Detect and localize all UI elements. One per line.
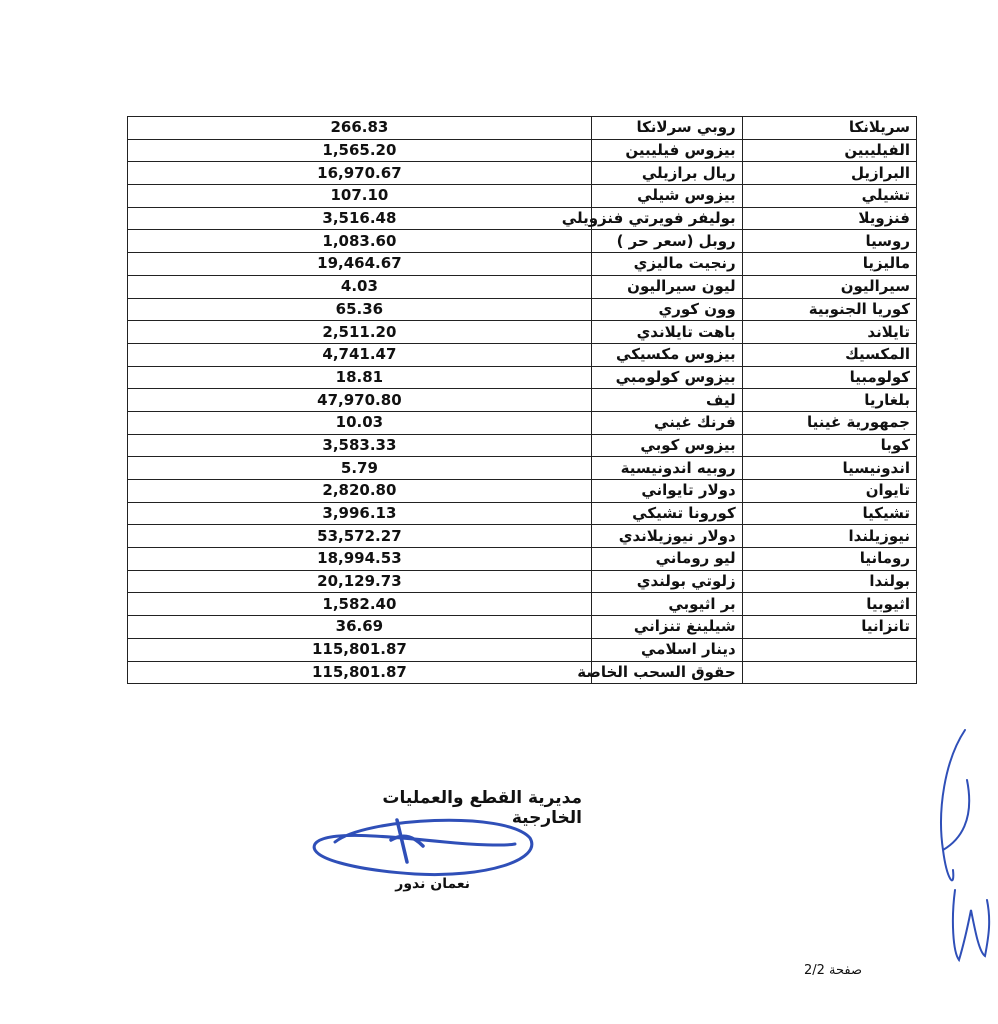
- country-cell: جمهورية غينيا: [742, 411, 916, 434]
- rate-cell: 107.10: [128, 185, 592, 208]
- country-cell: بلغاريا: [742, 389, 916, 412]
- table-row: [128, 525, 917, 548]
- rate-cell: 2,511.20: [128, 321, 592, 344]
- signer-name: نعمان ندور: [395, 876, 470, 892]
- table-row: [128, 389, 917, 412]
- table-row: [128, 253, 917, 276]
- currency-cell: ريال برازيلي: [591, 162, 742, 185]
- currency-cell: روبيه اندونيسية: [591, 457, 742, 480]
- country-cell: بولندا: [742, 570, 916, 593]
- table-row: [128, 343, 917, 366]
- currency-cell: وون كوري: [591, 298, 742, 321]
- table-row: [128, 661, 917, 684]
- currency-cell: بر اثيوبي: [591, 593, 742, 616]
- rate-cell: 10.03: [128, 411, 592, 434]
- table-row: [128, 117, 917, 140]
- table-row: [128, 298, 917, 321]
- country-cell: روسيا: [742, 230, 916, 253]
- rate-cell: 2,820.80: [128, 480, 592, 503]
- country-cell: البرازيل: [742, 162, 916, 185]
- country-cell: الفيليبين: [742, 139, 916, 162]
- rate-cell: 53,572.27: [128, 525, 592, 548]
- country-cell: كوريا الجنوبية: [742, 298, 916, 321]
- page-label: صفحة: [829, 963, 862, 978]
- rate-cell: 18.81: [128, 366, 592, 389]
- currency-cell: روبي سرلانكا: [591, 117, 742, 140]
- currency-cell: بيزوس كوبي: [591, 434, 742, 457]
- country-cell: اندونيسيا: [742, 457, 916, 480]
- table-row: [128, 207, 917, 230]
- country-cell: تشيلي: [742, 185, 916, 208]
- table-row: [128, 434, 917, 457]
- country-cell: [742, 638, 916, 661]
- rate-cell: 20,129.73: [128, 570, 592, 593]
- rate-cell: 3,583.33: [128, 434, 592, 457]
- table-row: [128, 321, 917, 344]
- currency-cell: ليف: [591, 389, 742, 412]
- currency-cell: باهت تايلاندي: [591, 321, 742, 344]
- country-cell: سيراليون: [742, 275, 916, 298]
- country-cell: نيوزيلندا: [742, 525, 916, 548]
- rate-cell: 1,083.60: [128, 230, 592, 253]
- currency-cell: شيلينغ تنزاني: [591, 616, 742, 639]
- exchange-rates-table: [127, 116, 917, 684]
- rate-cell: 115,801.87: [128, 661, 592, 684]
- table-row: [128, 230, 917, 253]
- table-row: [128, 616, 917, 639]
- rate-cell: 3,516.48: [128, 207, 592, 230]
- currency-cell: بيزوس كولومبي: [591, 366, 742, 389]
- table-row: [128, 457, 917, 480]
- page-number-value: 2/2: [803, 963, 825, 978]
- country-cell: تانزانيا: [742, 616, 916, 639]
- rate-cell: 4.03: [128, 275, 592, 298]
- country-cell: تايلاند: [742, 321, 916, 344]
- currency-cell: ليون سيراليون: [591, 275, 742, 298]
- rate-cell: 1,565.20: [128, 139, 592, 162]
- table-row: [128, 411, 917, 434]
- currency-cell: فرنك غيني: [591, 411, 742, 434]
- country-cell: كولومبيا: [742, 366, 916, 389]
- currency-cell: زلوتي بولندي: [591, 570, 742, 593]
- currency-cell: بيزوس مكسيكي: [591, 343, 742, 366]
- country-cell: اثيوبيا: [742, 593, 916, 616]
- table-row: [128, 139, 917, 162]
- department-name: مديرية القطع والعمليات الخارجية: [382, 788, 582, 828]
- rate-cell: 1,582.40: [128, 593, 592, 616]
- table-row: [128, 593, 917, 616]
- rate-cell: 36.69: [128, 616, 592, 639]
- currency-cell: رنجيت ماليزي: [591, 253, 742, 276]
- table-row: [128, 502, 917, 525]
- currency-cell: بوليفر فويرتي فنزويلي: [591, 207, 742, 230]
- country-cell: ماليزيا: [742, 253, 916, 276]
- rate-cell: 18,994.53: [128, 548, 592, 571]
- country-cell: فنزويلا: [742, 207, 916, 230]
- rate-cell: 5.79: [128, 457, 592, 480]
- country-cell: المكسيك: [742, 343, 916, 366]
- rate-cell: 3,996.13: [128, 502, 592, 525]
- currency-cell: دولار نيوزيلاندي: [591, 525, 742, 548]
- currency-cell: كورونا تشيكي: [591, 502, 742, 525]
- country-cell: تشيكيا: [742, 502, 916, 525]
- currency-cell: دينار اسلامي: [591, 638, 742, 661]
- rate-cell: 4,741.47: [128, 343, 592, 366]
- table-row: [128, 570, 917, 593]
- exchange-rates-body: [128, 117, 917, 684]
- table-row: [128, 548, 917, 571]
- table-row: [128, 162, 917, 185]
- table-row: [128, 275, 917, 298]
- country-cell: تايوان: [742, 480, 916, 503]
- currency-cell: بيزوس شيلي: [591, 185, 742, 208]
- table-row: [128, 185, 917, 208]
- currency-cell: بيزوس فيليبين: [591, 139, 742, 162]
- page-number: [770, 963, 862, 978]
- rate-cell: 16,970.67: [128, 162, 592, 185]
- rate-cell: 19,464.67: [128, 253, 592, 276]
- margin-initials-mark: [925, 720, 995, 970]
- table-row: [128, 638, 917, 661]
- table-row: [128, 480, 917, 503]
- country-cell: [742, 661, 916, 684]
- rate-cell: 47,970.80: [128, 389, 592, 412]
- rate-cell: 115,801.87: [128, 638, 592, 661]
- country-cell: كوبا: [742, 434, 916, 457]
- country-cell: رومانيا: [742, 548, 916, 571]
- currency-cell: دولار تايواني: [591, 480, 742, 503]
- country-cell: سريلانكا: [742, 117, 916, 140]
- rate-cell: 266.83: [128, 117, 592, 140]
- currency-cell: روبل (سعر حر ): [591, 230, 742, 253]
- rate-cell: 65.36: [128, 298, 592, 321]
- currency-cell: ليو روماني: [591, 548, 742, 571]
- table-row: [128, 366, 917, 389]
- currency-cell: حقوق السحب الخاصة: [591, 661, 742, 684]
